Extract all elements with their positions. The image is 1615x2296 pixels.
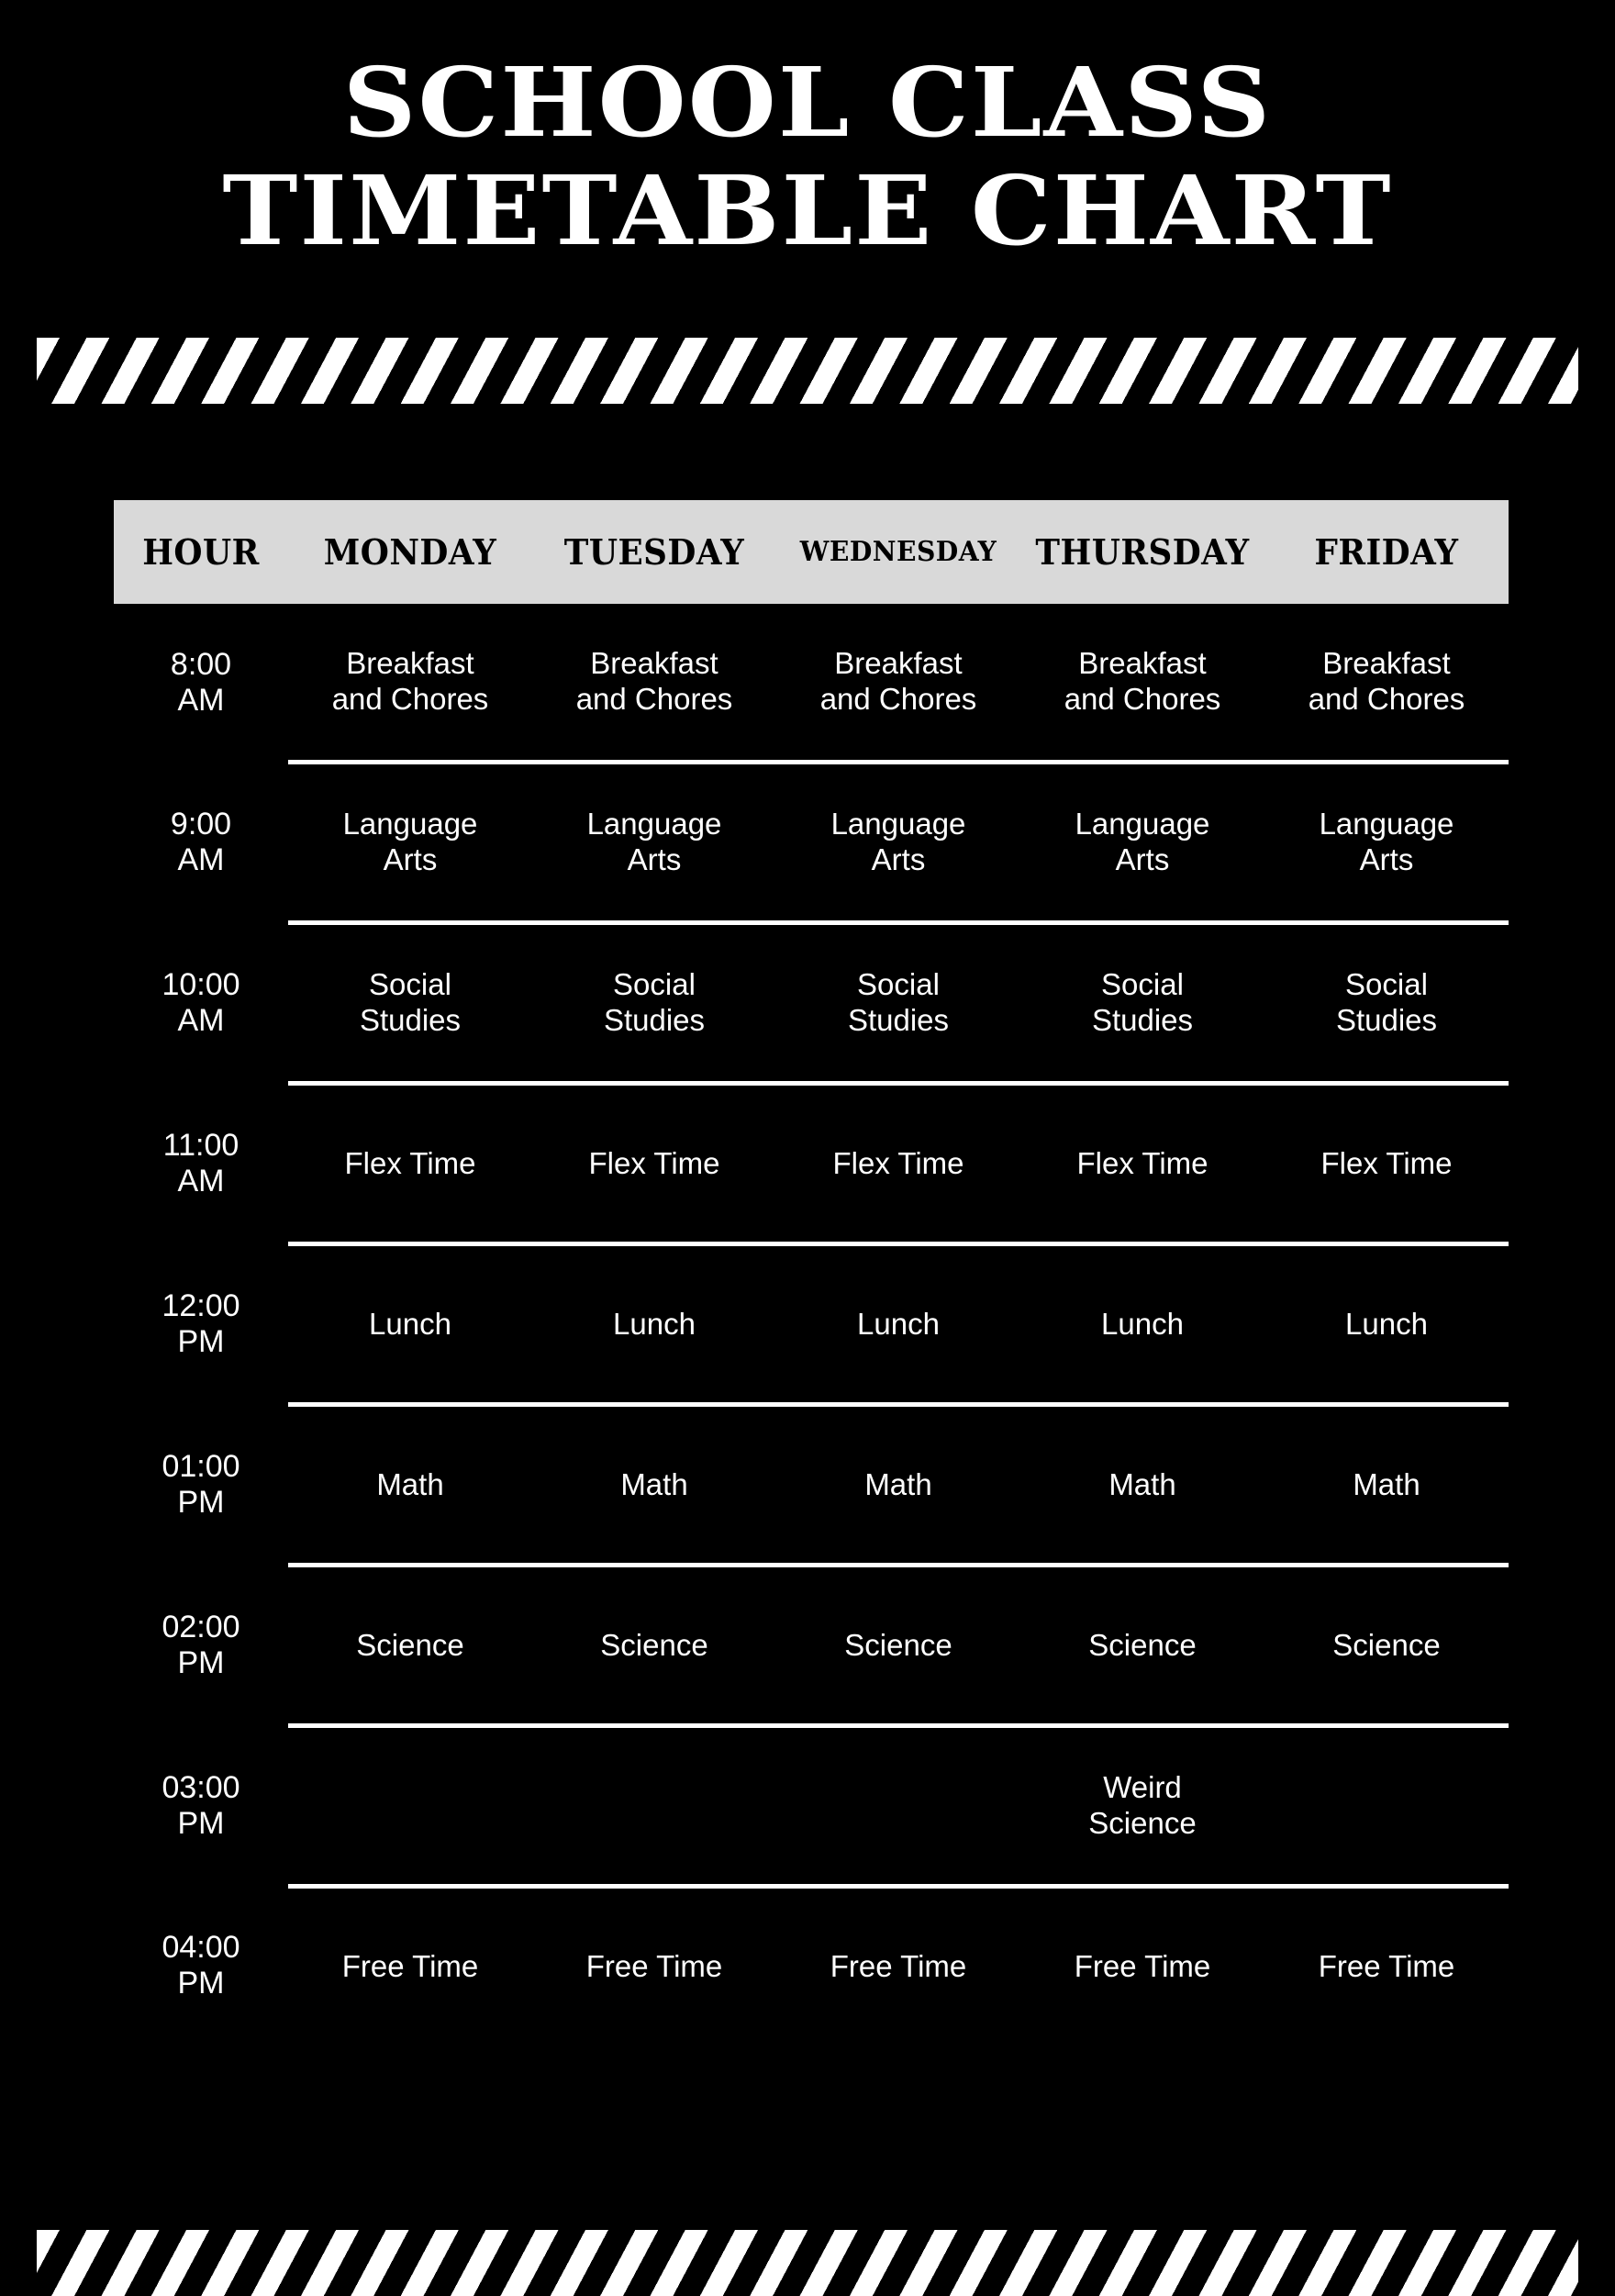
schedule-text-line1: Language	[1319, 807, 1454, 841]
schedule-text-line1: Math	[620, 1466, 688, 1501]
table-row	[114, 1726, 1509, 1887]
schedule-cell	[1020, 1726, 1264, 1887]
hour-time: 04:00	[162, 1929, 240, 1965]
schedule-text-line2: Studies	[1335, 1003, 1438, 1037]
schedule-text-line1: Language	[342, 807, 478, 841]
timetable-header	[114, 500, 1509, 604]
schedule-text-line1: Math	[864, 1466, 932, 1501]
schedule-text-line1: Flex Time	[1076, 1145, 1208, 1180]
schedule-text-line2: and Chores	[1064, 682, 1221, 716]
schedule-cell	[532, 923, 776, 1084]
schedule-cell	[1020, 1244, 1264, 1405]
schedule-text-line2: Arts	[871, 842, 926, 876]
hour-time: 9:00	[170, 806, 232, 841]
hour-cell	[114, 604, 288, 763]
schedule-cell	[776, 1887, 1020, 2045]
header-row	[114, 500, 1509, 604]
schedule-cell	[1020, 1405, 1264, 1566]
page-title	[0, 46, 1615, 267]
table-row	[114, 1244, 1509, 1405]
schedule-text-line1: Breakfast	[1322, 646, 1451, 681]
schedule-text-line1: Science	[356, 1627, 464, 1662]
schedule-text-line1: Breakfast	[590, 646, 718, 681]
schedule-cell	[1264, 763, 1509, 923]
hour-time: 11:00	[162, 1127, 239, 1163]
table-row	[114, 604, 1509, 763]
schedule-text-line1: Breakfast	[346, 646, 474, 681]
schedule-cell	[288, 923, 532, 1084]
schedule-text-line2: Arts	[1359, 842, 1414, 876]
schedule-text-line1: Social	[369, 967, 451, 1002]
schedule-cell	[1020, 1566, 1264, 1726]
decorative-stripe-top	[37, 338, 1578, 404]
schedule-cell	[1264, 923, 1509, 1084]
schedule-text-line1: Language	[830, 807, 966, 841]
hour-meridiem: AM	[177, 1164, 225, 1198]
schedule-text-line1: Free Time	[830, 1948, 967, 1983]
schedule-text-line2: Arts	[383, 842, 438, 876]
schedule-cell	[532, 1244, 776, 1405]
schedule-cell	[532, 1084, 776, 1244]
timetable-container	[114, 500, 1509, 2045]
hour-cell	[114, 1887, 288, 2045]
hour-cell	[114, 763, 288, 923]
schedule-text-line2: Arts	[627, 842, 682, 876]
schedule-text-line1: Free Time	[585, 1948, 723, 1983]
hour-time: 03:00	[162, 1769, 240, 1805]
schedule-cell	[776, 1566, 1020, 1726]
schedule-text-line1: Math	[1108, 1466, 1176, 1501]
schedule-cell	[776, 923, 1020, 1084]
schedule-text-line1: Language	[586, 807, 722, 841]
schedule-cell	[288, 1887, 532, 2045]
title-line-1: SCHOOL CLASS	[342, 46, 1273, 159]
schedule-cell	[288, 1405, 532, 1566]
schedule-text-line1: Weird	[1103, 1770, 1182, 1805]
schedule-cell	[776, 1084, 1020, 1244]
column-header-friday: FRIDAY	[1314, 531, 1459, 573]
hour-meridiem: AM	[177, 1003, 225, 1038]
schedule-cell	[288, 763, 532, 923]
column-header-tuesday: TUESDAY	[563, 531, 745, 573]
hour-meridiem: PM	[177, 1965, 225, 2001]
schedule-cell	[1020, 1084, 1264, 1244]
schedule-text-line2: Arts	[1115, 842, 1170, 876]
table-row	[114, 923, 1509, 1084]
schedule-text-line1: Math	[376, 1466, 444, 1501]
schedule-text-line1: Free Time	[1074, 1948, 1211, 1983]
decorative-stripe-bottom	[37, 2230, 1578, 2296]
timetable	[114, 500, 1509, 2045]
schedule-cell	[776, 763, 1020, 923]
schedule-cell	[532, 1405, 776, 1566]
schedule-text-line2: Studies	[847, 1003, 950, 1037]
schedule-text-line2: Studies	[359, 1003, 462, 1037]
schedule-text-line1: Language	[1075, 807, 1210, 841]
hour-cell	[114, 1084, 288, 1244]
schedule-text-line2: and Chores	[1308, 682, 1465, 716]
schedule-cell	[532, 604, 776, 763]
schedule-cell	[288, 1566, 532, 1726]
schedule-cell	[1020, 923, 1264, 1084]
table-row	[114, 1887, 1509, 2045]
schedule-cell	[1020, 1887, 1264, 2045]
schedule-text-line1: Breakfast	[1078, 646, 1207, 681]
schedule-text-line1: Social	[613, 967, 696, 1002]
schedule-cell	[776, 1244, 1020, 1405]
hour-meridiem: PM	[177, 1806, 225, 1841]
schedule-cell	[1020, 763, 1264, 923]
schedule-text-line1: Lunch	[857, 1306, 940, 1341]
hour-cell	[114, 1244, 288, 1405]
schedule-text-line1: Social	[857, 967, 940, 1002]
schedule-text-line1: Social	[1101, 967, 1184, 1002]
schedule-text-line1: Free Time	[1318, 1948, 1455, 1983]
schedule-cell	[1264, 1244, 1509, 1405]
schedule-text-line1: Lunch	[369, 1306, 451, 1341]
schedule-text-line1: Science	[600, 1627, 708, 1662]
schedule-text-line1: Flex Time	[1320, 1145, 1453, 1180]
hour-time: 12:00	[162, 1287, 240, 1323]
schedule-cell	[532, 1887, 776, 2045]
hour-time: 10:00	[162, 966, 240, 1002]
schedule-cell	[776, 1726, 1020, 1887]
schedule-cell	[288, 1726, 532, 1887]
schedule-text-line1: Flex Time	[832, 1145, 964, 1180]
hour-meridiem: AM	[177, 842, 225, 877]
schedule-cell	[1264, 1084, 1509, 1244]
table-row	[114, 1084, 1509, 1244]
hour-cell	[114, 923, 288, 1084]
hour-time: 01:00	[162, 1448, 240, 1484]
schedule-cell	[776, 604, 1020, 763]
schedule-text-line2: Science	[1088, 1806, 1197, 1840]
column-header-thursday: THURSDAY	[1035, 531, 1250, 573]
hour-time: 8:00	[170, 647, 232, 683]
schedule-cell	[776, 1405, 1020, 1566]
hour-time: 02:00	[162, 1609, 240, 1644]
table-row	[114, 1566, 1509, 1726]
schedule-cell	[1264, 1887, 1509, 2045]
timetable-body	[114, 604, 1509, 2045]
schedule-text-line1: Free Time	[341, 1948, 479, 1983]
schedule-text-line1: Science	[1332, 1627, 1441, 1662]
column-header-wednesday: WEDNESDAY	[799, 536, 997, 568]
hour-meridiem: PM	[177, 1324, 225, 1359]
hour-cell	[114, 1405, 288, 1566]
schedule-text-line1: Lunch	[613, 1306, 696, 1341]
schedule-cell	[532, 1566, 776, 1726]
hour-meridiem: AM	[177, 683, 225, 719]
hour-cell	[114, 1726, 288, 1887]
schedule-text-line1: Science	[844, 1627, 952, 1662]
schedule-cell	[1264, 1566, 1509, 1726]
table-row	[114, 1405, 1509, 1566]
schedule-text-line1: Social	[1345, 967, 1428, 1002]
schedule-text-line1: Flex Time	[588, 1145, 720, 1180]
schedule-text-line1: Math	[1353, 1466, 1420, 1501]
column-header-hour: HOUR	[142, 531, 260, 573]
hour-meridiem: PM	[177, 1485, 225, 1520]
schedule-cell	[288, 1084, 532, 1244]
schedule-cell	[532, 763, 776, 923]
schedule-text-line2: and Chores	[819, 682, 977, 716]
hour-cell	[114, 1566, 288, 1726]
column-header-monday: MONDAY	[323, 531, 497, 573]
schedule-text-line2: and Chores	[575, 682, 733, 716]
schedule-text-line1: Breakfast	[834, 646, 963, 681]
schedule-text-line2: Studies	[1091, 1003, 1194, 1037]
schedule-cell	[1264, 604, 1509, 763]
schedule-text-line1: Lunch	[1101, 1306, 1184, 1341]
hour-meridiem: PM	[177, 1645, 225, 1680]
schedule-text-line2: Studies	[603, 1003, 706, 1037]
schedule-cell	[288, 1244, 532, 1405]
schedule-cell	[1264, 1405, 1509, 1566]
schedule-text-line1: Lunch	[1345, 1306, 1428, 1341]
schedule-text-line2: and Chores	[331, 682, 489, 716]
schedule-text-line1: Science	[1088, 1627, 1197, 1662]
title-line-2: TIMETABLE CHART	[222, 154, 1393, 267]
schedule-cell	[1264, 1726, 1509, 1887]
schedule-text-line1: Flex Time	[344, 1145, 476, 1180]
schedule-cell	[1020, 604, 1264, 763]
table-row	[114, 763, 1509, 923]
schedule-cell	[532, 1726, 776, 1887]
schedule-cell	[288, 604, 532, 763]
